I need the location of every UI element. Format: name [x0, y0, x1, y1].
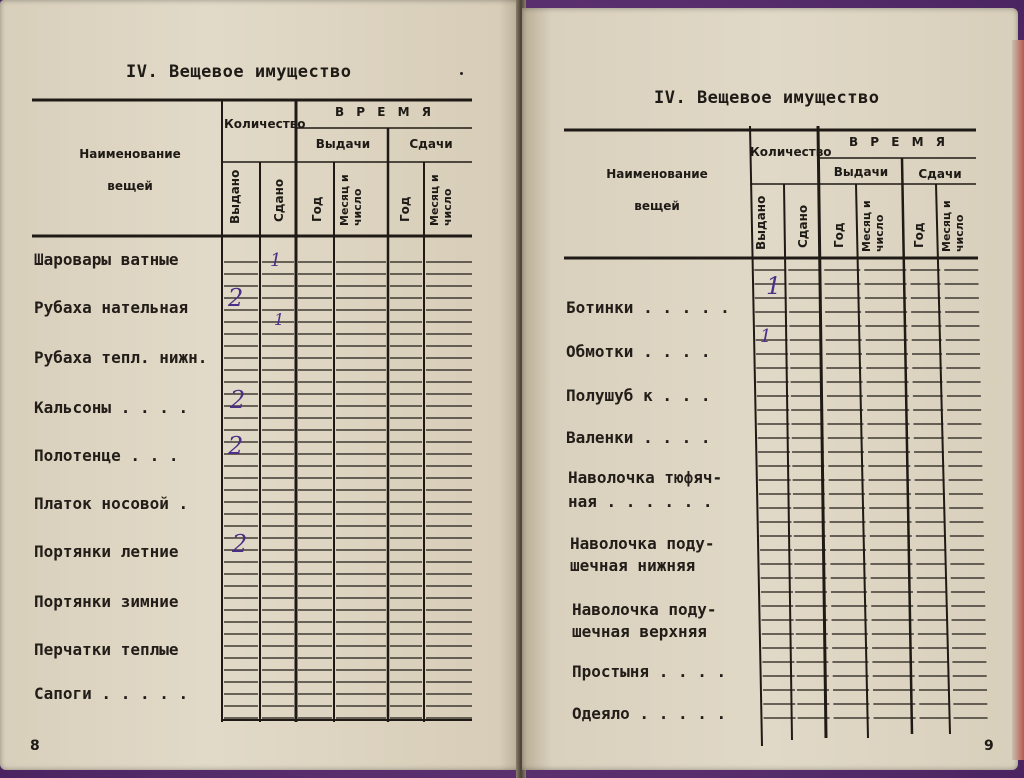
right-page-number: 9 [984, 738, 994, 754]
right-item-row: Наволочка тюфяч- [568, 468, 723, 487]
left-item-row: Шаровары ватные [34, 250, 179, 269]
handwritten-entry: 2 [230, 386, 246, 414]
left-item-row: Полотенце . . . [34, 446, 179, 465]
left-month-return-header: Месяц и число [428, 174, 454, 226]
handwritten-entry: 1 [274, 310, 285, 329]
left-return-header: Сдачи [409, 137, 453, 151]
left-issue-header: Выдачи [315, 137, 371, 151]
right-item-row: Одеяло . . . . . [572, 704, 727, 723]
right-year-issue-header: Год [832, 222, 846, 248]
handwritten-entry: 2 [228, 432, 244, 460]
left-name-header-line2: вещей [107, 179, 153, 193]
left-item-row: Рубаха тепл. нижн. [34, 348, 208, 367]
left-month-issue-header: Месяц и число [338, 174, 364, 226]
right-item-row: шечная нижняя [570, 556, 696, 575]
left-item-row: Перчатки теплые [34, 640, 179, 659]
left-item-row: Портянки летние [34, 542, 179, 561]
right-item-row: Наволочка поду- [570, 534, 715, 553]
right-month-return-header: Месяц и число [940, 200, 966, 252]
right-issue-header: Выдачи [833, 165, 889, 179]
left-item-row: Портянки зимние [34, 592, 179, 611]
right-name-header-line2: вещей [634, 199, 680, 213]
left-item-row: Кальсоны . . . . [34, 398, 189, 417]
left-quantity-header: Количество [224, 117, 306, 131]
right-returned-header: Сдано [796, 204, 810, 248]
left-returned-header: Сдано [272, 178, 286, 222]
cover-edge [1012, 40, 1024, 760]
right-item-row: Ботинки . . . . . [566, 298, 730, 317]
left-item-row: Сапоги . . . . . [34, 684, 189, 703]
handwritten-entry: 2 [232, 530, 248, 558]
ink-speck [460, 72, 463, 75]
right-month-issue-header: Месяц и число [860, 200, 886, 252]
left-page-number: 8 [30, 738, 40, 754]
right-item-row: Наволочка поду- [572, 600, 717, 619]
left-time-header: В Р Е М Я [334, 105, 436, 119]
handwritten-entry: 1 [270, 250, 282, 271]
left-year-issue-header: Год [310, 196, 324, 222]
right-year-return-header: Год [912, 222, 926, 248]
right-item-row: Простыня . . . . [572, 662, 727, 681]
handwritten-entry: 1 [766, 272, 782, 300]
left-name-header-line1: Наименование [79, 147, 181, 161]
right-name-header-line1: Наименование [606, 167, 708, 181]
right-item-row: ная . . . . . . [568, 492, 713, 511]
right-item-row: Валенки . . . . [566, 428, 711, 447]
left-item-row: Платок носовой . [34, 494, 189, 513]
right-item-row: Обмотки . . . . [566, 342, 711, 361]
handwritten-entry: 2 [228, 284, 244, 312]
right-item-row: Полушуб к . . . [566, 386, 711, 405]
right-page-title: IV. Вещевое имущество [654, 88, 880, 108]
left-item-row: Рубаха нательная [34, 298, 189, 317]
right-return-header: Сдачи [918, 167, 962, 181]
left-page-title: IV. Вещевое имущество [126, 62, 352, 82]
left-issued-header: Выдано [228, 169, 242, 224]
left-year-return-header: Год [398, 196, 412, 222]
right-quantity-header: Количество [750, 145, 832, 159]
handwritten-entry: 1 [760, 326, 772, 347]
right-page [522, 8, 1018, 770]
right-time-header: В Р Е М Я [848, 135, 950, 149]
right-item-row: шечная верхняя [572, 622, 707, 641]
right-issued-header: Выдано [754, 195, 768, 250]
